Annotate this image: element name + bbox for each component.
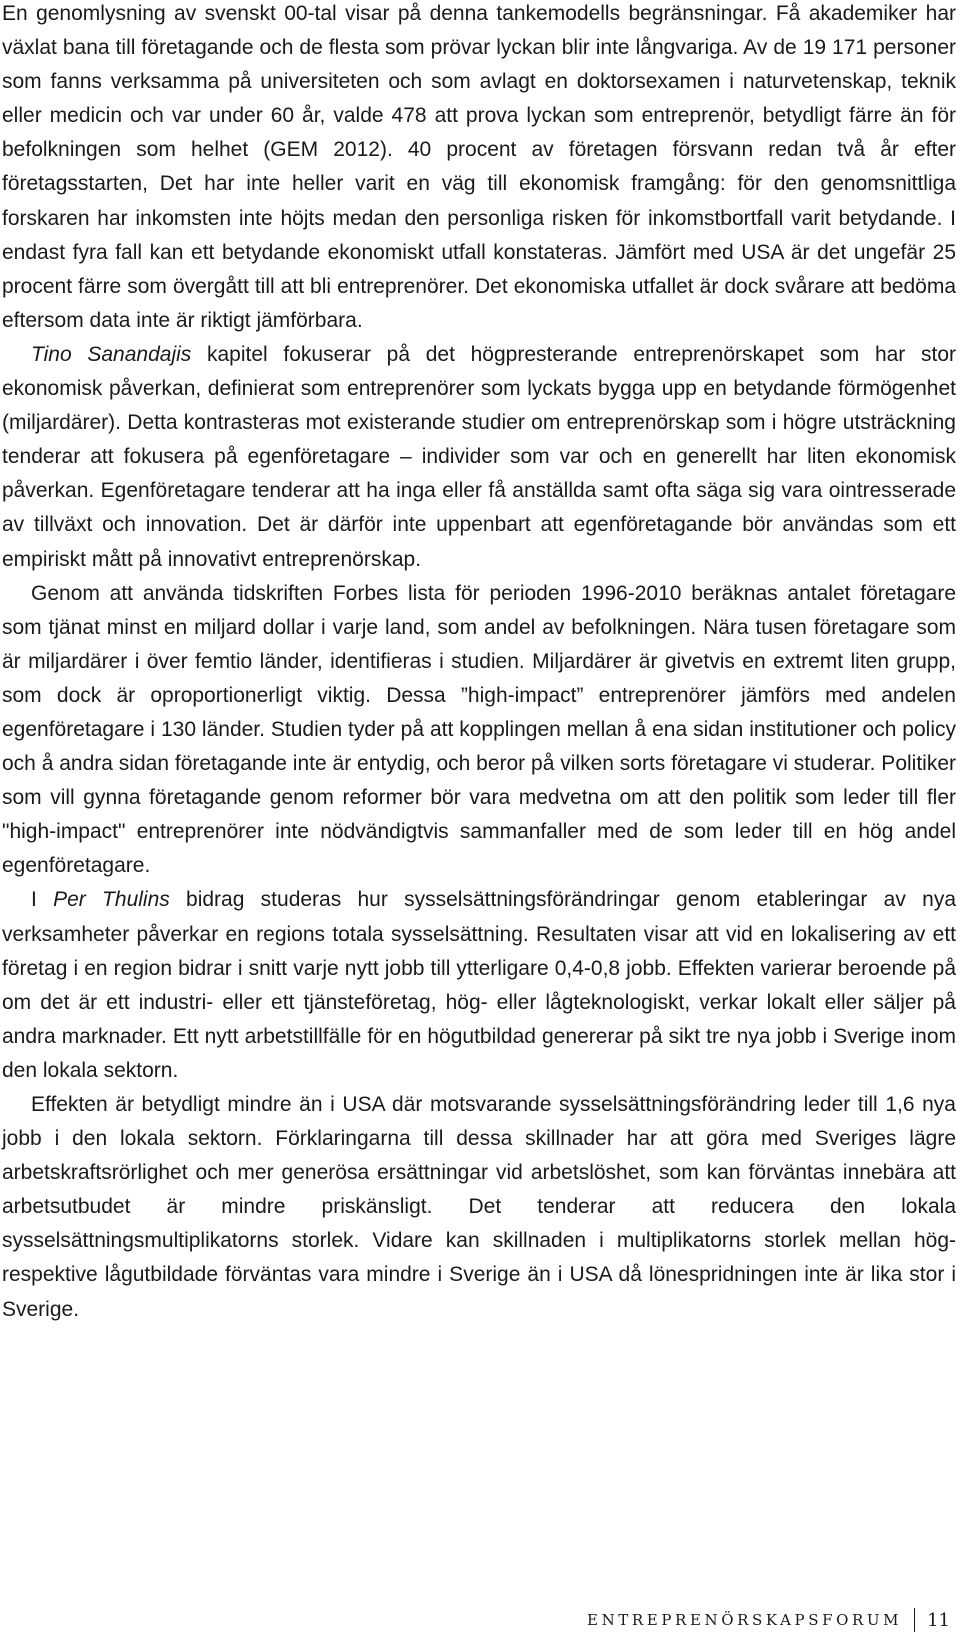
- italic-text: Tino Sanandajis: [31, 342, 192, 366]
- footer-brand: ENTREPRENÖRSKAPSFORUM: [587, 1611, 903, 1629]
- paragraph: [2, 883, 956, 1088]
- paragraph-text: kapitel fokuserar på det högpresterande entreprenörskapet som har stor ekonomisk påverkan, definierat som entreprenörer som lyckats bygga upp en betydande förmögenhet (miljardärer). Detta kontrasteras mot existerande studier om entreprenörskap som i högre utsträckning tenderar att fokusera på egenföretagare – individer som var och en generellt har liten ekonomisk påverkan. Egenföretagare tenderar att ha inga eller få anställda samt ofta säga sig vara ointresserade av tillväxt och innovation. Det är därför inte uppenbart att egenföretagande bör användas som ett empiriskt mått på innovativt entreprenörskap.: [2, 342, 957, 571]
- footer-divider: [914, 1608, 915, 1632]
- italic-text: Per Thulins: [53, 888, 170, 912]
- page-number: 11: [927, 1609, 950, 1631]
- page-footer: [587, 1608, 950, 1632]
- paragraph-text: Genom att använda tidskriften Forbes lista för perioden 1996-2010 beräknas antalet företagare som tjänat minst en miljard dollar i varje land, som andel av befolkningen. Nära tusen företagare som är miljardärer i över femtio länder, identifieras i studien. Miljardärer är givetvis en extremt liten grupp, som dock är oproportionerligt viktig. Dessa ”high-impact” entreprenörer jämförs med andelen egenföretagare i 130 länder. Studien tyder på att kopplingen mellan å ena sidan institutioner och policy och å andra sidan företagande inte är entydig, och beror på vilken sorts företagare vi studerar. Politiker som vill gynna företagande genom reformer bör vara medvetna om att den politik som leder till fler "high-impact" entreprenörer inte nödvändigtvis sammanfaller med de som leder till en hög andel egenföretagare.: [2, 581, 956, 878]
- paragraph-text: Effekten är betydligt mindre än i USA där motsvarande sysselsättningsförändring leder till 1,6 nya jobb i den lokala sektorn. Förklaringarna till dessa skillnader har att göra med Sveriges lägre arbetskraftsrörlighet och mer generösa ersättningar vid arbetslöshet, som kan förväntas innebära att arbetsutbudet är mindre priskänsligt. Det tenderar att reducera den lokala sysselsättningsmultiplikatorns storlek. Vidare kan skillnaden i multiplikatorns storlek mellan hög- respektive lågutbildade förväntas vara mindre i Sverige än i USA då lönespridningen inte är lika stor i Sverige.: [2, 1093, 956, 1321]
- body-text: [2, 0, 956, 1327]
- paragraph: [2, 1088, 956, 1327]
- paragraph: [2, 0, 956, 338]
- paragraph-text: I: [31, 888, 54, 912]
- paragraph-text: bidrag studeras hur sysselsättningsförändringar genom etableringar av nya verksamheter påverkar en regions totala sysselsättning. Resultaten visar att vid en lokalisering av ett företag i en region bidrar i snitt varje nytt jobb till ytterligare 0,4-0,8 jobb. Effekten varierar beroende på om det är ett industri- eller ett tjänsteföretag, hög- eller lågteknologiskt, verkar lokalt eller säljer på andra marknader. Ett nytt arbetstillfälle för en högutbildad genererar på sikt tre nya jobb i Sverige inom den lokala sektorn.: [2, 888, 956, 1082]
- paragraph-text: En genomlysning av svenskt 00-tal visar på denna tankemodells begränsningar. Få akademiker har växlat bana till företagande och de flesta som prövar lyckan blir inte långvariga. Av de 19 171 personer som fanns verksamma på universiteten och som avlagt en doktorsexamen i naturvetenskap, teknik eller medicin och var under 60 år, valde 478 att prova lyckan som entreprenör, betydligt färre än för befolkningen som helhet (GEM 2012). 40 procent av företagen försvann redan två år efter företagsstarten, Det har inte heller varit en väg till ekonomisk framgång: för den genomsnittliga forskaren har inkomsten inte höjts medan den personliga risken för inkomstbortfall varit betydande. I endast fyra fall kan ett betydande ekonomiskt utfall konstateras. Jämfört med USA är det ungefär 25 procent färre som övergått till att bli entreprenörer. Det ekonomiska utfallet är dock svårare att bedöma eftersom data inte är riktigt jämförbara.: [2, 2, 956, 332]
- paragraph: [2, 338, 956, 577]
- paragraph: [2, 577, 956, 884]
